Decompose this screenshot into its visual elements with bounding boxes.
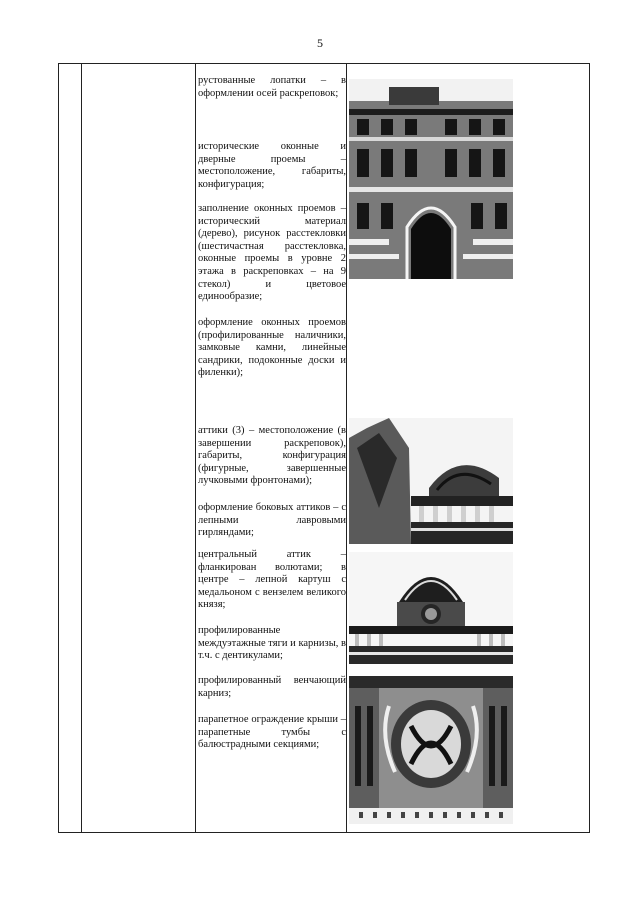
description-paragraph: парапетное ограждение крыши – парапетные тумбы с балюстрадными секциями;	[198, 714, 346, 751]
description-paragraph: профилированный венчающий карниз;	[198, 675, 346, 699]
description-paragraph: оформление оконных проемов (профилированные наличники, замковые камни, линейные сандрики, подоконные доски и филенки);	[198, 317, 346, 379]
central-attic-photo	[349, 552, 513, 664]
side-attic-photo	[349, 418, 513, 544]
description-paragraph: аттики (3) – местоположение (в завершении раскреповок), габариты, конфигурация (фигурные, завершенные лучковыми фронтонами);	[198, 425, 346, 487]
description-paragraph: исторические оконные и дверные проемы – местоположение, габариты, конфигурация;	[198, 141, 346, 190]
table-column-divider	[195, 64, 196, 832]
cartouche-photo	[349, 676, 513, 824]
description-paragraph: центральный аттик – фланкирован волютами; в центре – лепной картуш с медальоном с вензелем великого князя;	[198, 549, 346, 611]
page-number: 5	[317, 36, 323, 50]
table-column-divider	[346, 64, 347, 832]
table-column-divider	[81, 64, 82, 832]
description-paragraph: профилированные междуэтажные тяги и карнизы, в т.ч. с дентикулами;	[198, 625, 346, 662]
facade-photo	[349, 79, 513, 279]
description-paragraph: оформление боковых аттиков – с лепными лавровыми гирляндами;	[198, 502, 346, 539]
description-paragraph: рустованные лопатки – в оформлении осей раскреповок;	[198, 75, 346, 99]
description-paragraph: заполнение оконных проемов – исторический материал (дерево), рисунок расстекловки (шестичастная расстекловка, оконные проемы в уровне 2 этажа в раскреповках – на 9 стекол) и цветовое единообразие;	[198, 203, 346, 303]
document-table	[58, 63, 590, 833]
